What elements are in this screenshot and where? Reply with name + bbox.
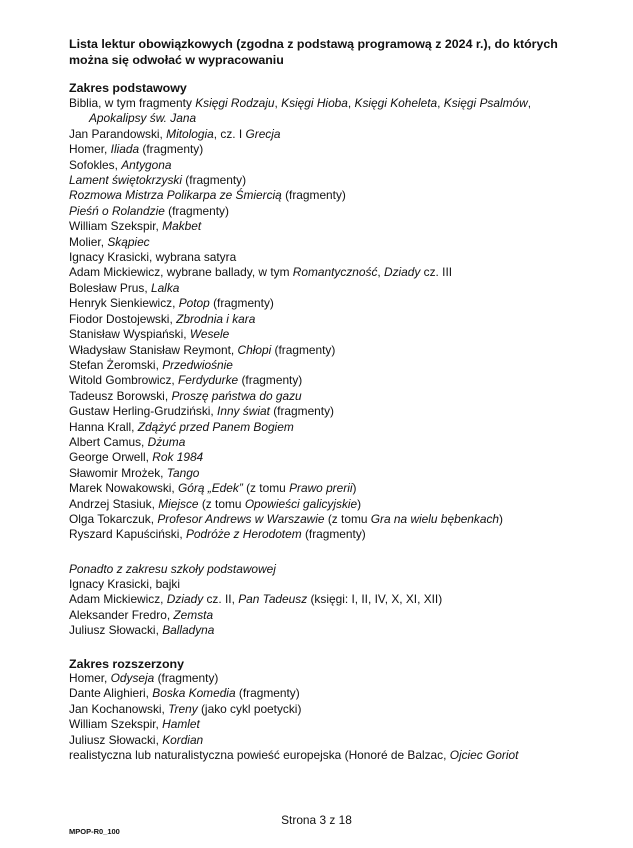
reading-list-item-continuation [69, 111, 609, 126]
reading-list-item [69, 608, 609, 623]
reading-list-item [69, 373, 609, 388]
page-number: Strona 3 z 18 [281, 813, 352, 827]
work-title: Chłopi [237, 342, 272, 357]
reading-list-item [69, 702, 609, 717]
work-title: Antygona [121, 157, 172, 172]
item-text: (z tomu [198, 496, 245, 511]
item-text: , [274, 96, 282, 110]
document-code: MPOP-R0_100 [69, 827, 120, 836]
work-title: Pan Tadeusz [238, 592, 308, 607]
item-text: (fragmenty) [182, 173, 247, 188]
item-text: (z tomu [242, 481, 290, 496]
work-title: Ferdydurke [178, 373, 239, 388]
work-title: Skąpiec [107, 234, 150, 249]
work-title: Mitologia [166, 126, 214, 141]
work-title: Lament świętokrzyski [69, 173, 182, 188]
work-title: Wesele [189, 327, 230, 342]
work-title: Rozmowa Mistrza Polikarpa ze Śmiercią [69, 188, 282, 203]
document-title-line-2: można się odwołać w wypracowaniu [69, 53, 284, 67]
item-text: Sławomir Mrożek, [69, 465, 167, 480]
extended-scope-heading: Zakres rozszerzony [69, 657, 185, 671]
work-title: Podróże z Herodotem [185, 527, 302, 542]
work-title: Gra na wielu bębenkach [370, 511, 500, 526]
reading-list-item [69, 623, 609, 638]
work-title: Potop [178, 296, 210, 311]
item-text: (fragmenty) [238, 373, 303, 388]
item-text: ) [499, 511, 504, 526]
work-title: Zdążyć przed Panem Bogiem [137, 419, 294, 434]
item-text: Witold Gombrowicz, [69, 373, 179, 388]
reading-list-item [69, 717, 609, 732]
work-title: Księgi Koheleta [354, 96, 438, 110]
item-text: (jako cykl poetycki) [197, 701, 302, 716]
work-title: Proszę państwa do gazu [171, 388, 302, 403]
reading-list-item [69, 158, 609, 173]
work-title: Prawo prerii [289, 481, 353, 496]
item-text: Bolesław Prus, [69, 280, 151, 295]
item-text: (fragmenty) [139, 142, 204, 157]
work-title: Zemsta [173, 607, 214, 622]
item-text: ) [352, 481, 357, 496]
item-text: , cz. I [213, 126, 246, 141]
reading-list-item [69, 450, 609, 465]
reading-list-item [69, 296, 609, 311]
item-text: ) [357, 496, 362, 511]
item-text: Stanisław Wyspiański, [69, 327, 190, 342]
work-title: Kordian [162, 732, 204, 747]
item-text: Biblia, w tym fragmenty [69, 96, 196, 110]
extended-reading-list [69, 671, 609, 763]
work-title: Boska Komedia [152, 686, 236, 701]
item-text: cz. II, [203, 592, 239, 607]
reading-list-item [69, 327, 609, 342]
reading-list-item [69, 265, 609, 280]
work-title: Balladyna [162, 623, 215, 638]
basic-scope-heading: Zakres podstawowy [69, 81, 187, 95]
reading-list-item [69, 127, 609, 142]
work-title: Opowieści galicyjskie [244, 496, 358, 511]
reading-list-item [69, 250, 609, 265]
item-text: realistyczna lub naturalistyczna powieść europejska (Honoré de Balzac, [69, 748, 450, 763]
work-title: Grecja [245, 126, 281, 141]
work-title: Ojciec Goriot [449, 748, 519, 763]
reading-list-item [69, 527, 609, 542]
item-text: Sofokles, [69, 157, 122, 172]
item-text: (fragmenty) [164, 203, 229, 218]
reading-list-item [69, 188, 609, 203]
reading-list-item [69, 358, 609, 373]
work-title: Romantyczność [292, 265, 378, 280]
work-title: Tango [166, 465, 200, 480]
work-title: Hamlet [162, 717, 200, 732]
item-text: (fragmenty) [271, 342, 336, 357]
reading-list-item [69, 733, 609, 748]
item-text: Tadeusz Borowski, [69, 388, 172, 403]
reading-list-item [69, 404, 609, 419]
item-text: William Szekspir, [69, 717, 163, 732]
work-title: Rok 1984 [152, 450, 204, 465]
reading-list-item [69, 577, 609, 592]
item-text: (fragmenty) [235, 686, 300, 701]
item-text: Dante Alighieri, [69, 686, 153, 701]
reading-list-item [69, 512, 609, 527]
work-title: Profesor Andrews w Warszawie [157, 511, 325, 526]
work-title: Dżuma [147, 434, 186, 449]
primary-school-reading-list [69, 577, 609, 639]
item-text: Henryk Sienkiewicz, [69, 296, 179, 311]
item-text: Aleksander Fredro, [69, 607, 174, 622]
work-title: Lalka [150, 280, 180, 295]
work-title: Księgi Psalmów [443, 96, 528, 110]
document-title-line-1: Lista lektur obowiązkowych (zgodna z podstawą programową z 2024 r.), do których [69, 37, 558, 51]
item-text: William Szekspir, [69, 219, 163, 234]
item-text: Homer, [69, 671, 111, 685]
item-text: Ignacy Krasicki, wybrana satyra [69, 250, 237, 265]
reading-list-item [69, 466, 609, 481]
reading-list-item [69, 219, 609, 234]
item-text: Adam Mickiewicz, wybrane ballady, w tym [69, 265, 293, 280]
reading-list-item [69, 235, 609, 250]
work-title: Dziady [166, 592, 204, 607]
work-title: Apokalipsy św. Jana [89, 111, 197, 126]
item-text: , [527, 96, 532, 110]
item-text: Hanna Krall, [69, 419, 138, 434]
item-text: (z tomu [324, 511, 371, 526]
reading-list-item [69, 96, 609, 127]
item-text: Molier, [69, 234, 108, 249]
primary-school-heading: Ponadto z zakresu szkoły podstawowej [69, 562, 276, 576]
item-text: Olga Tokarczuk, [69, 511, 158, 526]
item-text: George Orwell, [69, 450, 153, 465]
item-text: Juliusz Słowacki, [69, 623, 163, 638]
item-text: (fragmenty) [301, 527, 366, 542]
work-title: Górą „Edek” [178, 481, 243, 496]
work-title: Inny świat [217, 404, 270, 419]
reading-list-item [69, 435, 609, 450]
item-text: Stefan Żeromski, [69, 357, 163, 372]
item-text: Andrzej Stasiuk, [69, 496, 159, 511]
item-text: Fiodor Dostojewski, [69, 311, 177, 326]
item-text: Albert Camus, [69, 434, 148, 449]
item-text: (fragmenty) [154, 671, 219, 685]
item-text: Ignacy Krasicki, bajki [69, 577, 181, 591]
document-title [69, 36, 589, 68]
work-title: Dziady [384, 265, 421, 280]
item-text: Homer, [69, 142, 111, 157]
item-text: Gustaw Herling-Grudziński, [69, 404, 218, 419]
reading-list-item [69, 686, 609, 701]
reading-list-item [69, 671, 609, 686]
work-title: Pieśń o Rolandzie [69, 203, 165, 218]
reading-list-item [69, 420, 609, 435]
work-title: Zbrodnia i kara [176, 311, 256, 326]
item-text: Juliusz Słowacki, [69, 732, 163, 747]
item-text: (fragmenty) [269, 404, 334, 419]
item-text: cz. III [420, 265, 453, 280]
item-text: Ryszard Kapuściński, [69, 527, 186, 542]
item-text: Jan Kochanowski, [69, 701, 169, 716]
reading-list-item [69, 748, 609, 763]
reading-list-item [69, 142, 609, 157]
reading-list-item [69, 497, 609, 512]
item-text: (fragmenty) [209, 296, 274, 311]
reading-list-item [69, 312, 609, 327]
work-title: Makbet [162, 219, 202, 234]
item-text: (fragmenty) [281, 188, 346, 203]
item-text: Adam Mickiewicz, [69, 592, 167, 607]
item-text: Marek Nowakowski, [69, 481, 179, 496]
work-title: Miejsce [158, 496, 199, 511]
work-title: Księgi Hioba [281, 96, 348, 110]
item-text: Władysław Stanisław Reymont, [69, 342, 238, 357]
work-title: Księgi Rodzaju [195, 96, 275, 110]
reading-list-item [69, 173, 609, 188]
item-text: , [347, 96, 355, 110]
work-title: Odyseja [110, 671, 155, 685]
reading-list-item [69, 281, 609, 296]
work-title: Iliada [110, 142, 140, 157]
reading-list-item [69, 481, 609, 496]
work-title: Przedwiośnie [162, 357, 233, 372]
reading-list-item [69, 389, 609, 404]
basic-reading-list [69, 96, 609, 543]
work-title: Treny [168, 701, 198, 716]
item-text: , [437, 96, 444, 110]
reading-list-item [69, 343, 609, 358]
reading-list-item [69, 592, 609, 607]
reading-list-item [69, 204, 609, 219]
item-text: (księgi: I, II, IV, X, XI, XII) [307, 592, 443, 607]
item-text: , [377, 265, 384, 280]
item-text: Jan Parandowski, [69, 126, 167, 141]
